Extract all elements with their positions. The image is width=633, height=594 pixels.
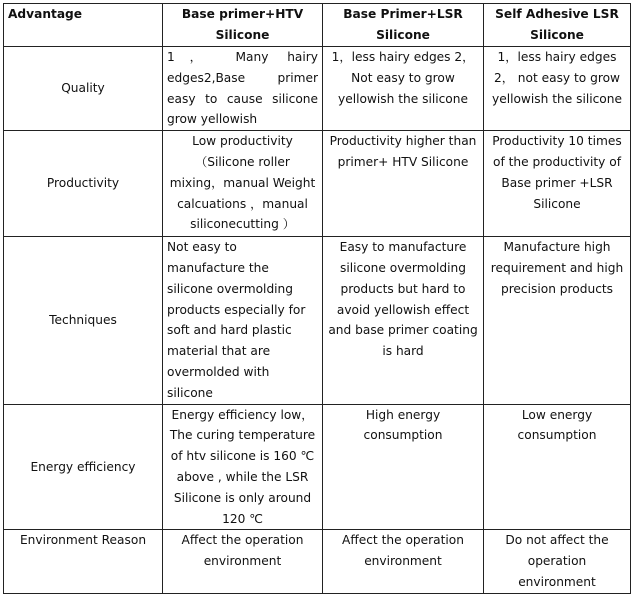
cell-energy-self-adhesive: Low energy consumption [484, 404, 631, 530]
header-advantage: Advantage [4, 4, 163, 47]
cell-productivity-self-adhesive: Productivity 10 times of the productivity of Base primer +LSR Silicone [484, 131, 631, 237]
row-label-quality: Quality [4, 47, 163, 131]
row-label-energy-efficiency: Energy efficiency [4, 404, 163, 530]
cell-quality-htv: 1， Many hairy edges2,Base primer easy to cause silicone grow yellowish [163, 47, 323, 131]
cell-techniques-htv: Not easy to manufacture the silicone overmolding products especially for soft and hard plastic material that are overmolded with silicone [163, 237, 323, 404]
cell-environment-htv: Affect the operation environment [163, 530, 323, 593]
row-label-productivity: Productivity [4, 131, 163, 237]
header-self-adhesive: Self Adhesive LSR Silicone [484, 4, 631, 47]
cell-productivity-htv: Low productivity （Silicone roller mixing，manual Weight calcuations ，manual siliconecutting ） [163, 131, 323, 237]
cell-energy-htv: Energy efficiency low，The curing temperature of htv silicone is 160 ℃ above , while the LSR Silicone is only around 120 ℃ [163, 404, 323, 530]
row-label-environment-reason: Environment Reason [4, 530, 163, 593]
table-row [4, 530, 631, 593]
table-row [4, 237, 631, 404]
table-row [4, 47, 631, 131]
header-lsr: Base Primer+LSR Silicone [323, 4, 484, 47]
comparison-table [3, 3, 631, 594]
cell-quality-self-adhesive: 1，less hairy edges 2， not easy to grow yellowish the silicone [484, 47, 631, 131]
row-label-techniques: Techniques [4, 237, 163, 404]
cell-productivity-lsr: Productivity higher than primer+ HTV Silicone [323, 131, 484, 237]
table-row [4, 404, 631, 530]
cell-quality-lsr: 1，less hairy edges 2， Not easy to grow yellowish the silicone [323, 47, 484, 131]
cell-techniques-lsr: Easy to manufacture silicone overmolding products but hard to avoid yellowish effect and base primer coating is hard [323, 237, 484, 404]
header-htv: Base primer+HTV Silicone [163, 4, 323, 47]
table-row [4, 131, 631, 237]
cell-energy-lsr: High energy consumption [323, 404, 484, 530]
cell-techniques-self-adhesive: Manufacture high requirement and high precision products [484, 237, 631, 404]
table-header-row [4, 4, 631, 47]
cell-environment-self-adhesive: Do not affect the operation environment [484, 530, 631, 593]
cell-environment-lsr: Affect the operation environment [323, 530, 484, 593]
